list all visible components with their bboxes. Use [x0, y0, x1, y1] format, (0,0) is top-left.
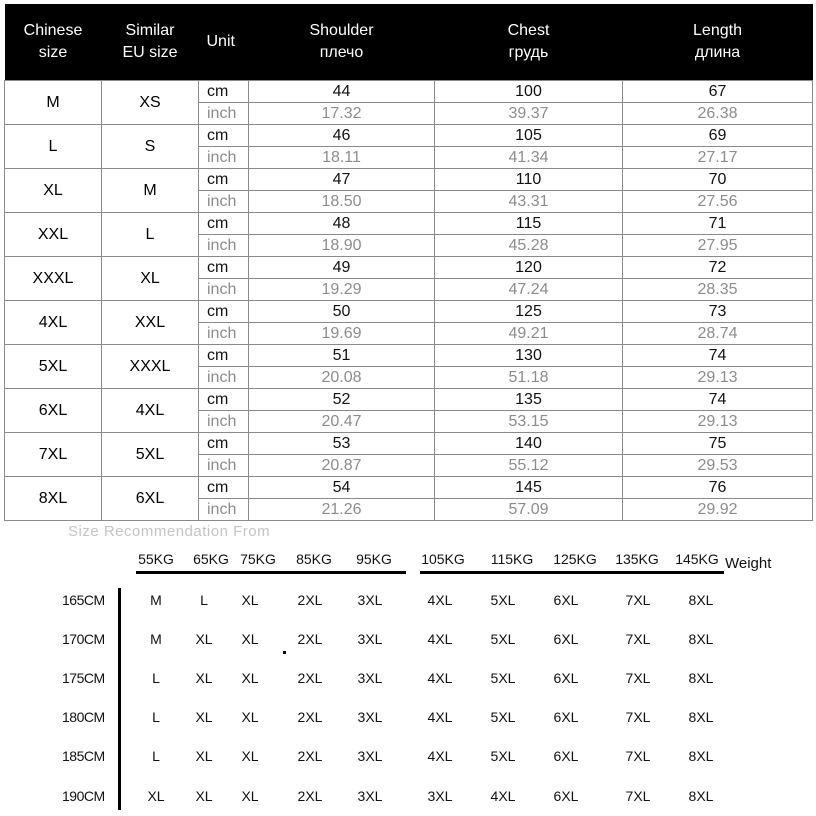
recommended-size: L — [200, 592, 208, 608]
recommended-size: 2XL — [297, 748, 323, 764]
length-inch-cell: 28.74 — [623, 323, 813, 345]
chest-cm-cell: 145 — [435, 477, 623, 499]
header-chinese-size: Chinese size — [5, 4, 102, 81]
chest-inch-cell: 49.21 — [435, 323, 623, 345]
shoulder-inch-cell: 20.47 — [249, 411, 435, 433]
weight-label: 145KG — [675, 551, 719, 567]
size-chart-header-row — [5, 4, 813, 81]
recommended-size: L — [152, 709, 160, 725]
chinese-size-cell: 4XL — [5, 301, 102, 345]
shoulder-inch-cell: 18.90 — [249, 235, 435, 257]
length-cm-cell: 69 — [623, 125, 813, 147]
recommended-size: 8XL — [688, 670, 714, 686]
recommended-size: XL — [195, 748, 213, 764]
unit-cm-cell: cm — [199, 125, 249, 147]
recommended-size: 5XL — [490, 709, 516, 725]
recommendation-row — [0, 788, 816, 808]
recommendation-row — [0, 670, 816, 690]
chest-inch-cell: 47.24 — [435, 279, 623, 301]
recommended-size: 2XL — [297, 631, 323, 647]
eu-size-cell: 5XL — [102, 433, 199, 477]
header-shoulder: Shoulder плечо — [249, 4, 435, 81]
unit-cm-cell: cm — [199, 477, 249, 499]
recommended-size: 7XL — [625, 788, 651, 804]
header-chest: Chest грудь — [435, 4, 623, 81]
shoulder-inch-cell: 19.29 — [249, 279, 435, 301]
size-chart-table — [4, 4, 813, 521]
chest-cm-cell: 110 — [435, 169, 623, 191]
recommended-size: 2XL — [297, 670, 323, 686]
weight-axis-label: Weight — [725, 555, 772, 572]
length-cm-cell: 71 — [623, 213, 813, 235]
recommended-size: XL — [241, 709, 259, 725]
chest-cm-cell: 140 — [435, 433, 623, 455]
size-row-cm — [5, 345, 813, 367]
recommended-size: 6XL — [553, 670, 579, 686]
eu-size-cell: XS — [102, 81, 199, 125]
shoulder-cm-cell: 49 — [249, 257, 435, 279]
unit-cm-cell: cm — [199, 301, 249, 323]
chest-cm-cell: 130 — [435, 345, 623, 367]
recommended-size: 2XL — [297, 788, 323, 804]
chest-inch-cell: 51.18 — [435, 367, 623, 389]
unit-inch-cell: inch — [199, 367, 249, 389]
recommended-size: 4XL — [427, 709, 453, 725]
recommended-size: 4XL — [427, 592, 453, 608]
length-cm-cell: 75 — [623, 433, 813, 455]
recommended-size: XL — [147, 788, 165, 804]
height-label: 190CM — [62, 788, 105, 804]
recommended-size: 8XL — [688, 748, 714, 764]
unit-cm-cell: cm — [199, 213, 249, 235]
chinese-size-cell: 8XL — [5, 477, 102, 521]
chinese-size-cell: 6XL — [5, 389, 102, 433]
recommended-size: XL — [241, 788, 259, 804]
recommended-size: 8XL — [688, 592, 714, 608]
chest-inch-cell: 41.34 — [435, 147, 623, 169]
recommended-size: 3XL — [357, 631, 383, 647]
recommended-size: 8XL — [688, 631, 714, 647]
height-axis-line — [118, 588, 121, 810]
length-inch-cell: 27.95 — [623, 235, 813, 257]
chinese-size-cell: XXXL — [5, 257, 102, 301]
shoulder-inch-cell: 19.69 — [249, 323, 435, 345]
recommended-size: 7XL — [625, 709, 651, 725]
chinese-size-cell: L — [5, 125, 102, 169]
length-cm-cell: 74 — [623, 389, 813, 411]
header-length: Length длина — [623, 4, 813, 81]
chest-cm-cell: 135 — [435, 389, 623, 411]
shoulder-cm-cell: 54 — [249, 477, 435, 499]
chinese-size-cell: 5XL — [5, 345, 102, 389]
shoulder-inch-cell: 20.08 — [249, 367, 435, 389]
recommended-size: 8XL — [688, 709, 714, 725]
recommended-size: 3XL — [357, 709, 383, 725]
shoulder-inch-cell: 17.32 — [249, 103, 435, 125]
recommended-size: 3XL — [357, 788, 383, 804]
unit-inch-cell: inch — [199, 191, 249, 213]
recommended-size: 5XL — [490, 631, 516, 647]
eu-size-cell: XXXL — [102, 345, 199, 389]
recommended-size: 6XL — [553, 631, 579, 647]
unit-cm-cell: cm — [199, 389, 249, 411]
weight-label: 135KG — [615, 551, 659, 567]
length-inch-cell: 27.56 — [623, 191, 813, 213]
length-cm-cell: 74 — [623, 345, 813, 367]
shoulder-cm-cell: 53 — [249, 433, 435, 455]
recommended-size: M — [150, 592, 162, 608]
recommended-size: XL — [241, 670, 259, 686]
eu-size-cell: 4XL — [102, 389, 199, 433]
recommended-size: XL — [241, 631, 259, 647]
recommended-size: XL — [195, 788, 213, 804]
chinese-size-cell: M — [5, 81, 102, 125]
recommendation-title: Size Recommendation From — [68, 523, 271, 540]
stray-dot — [283, 651, 286, 654]
shoulder-cm-cell: 48 — [249, 213, 435, 235]
unit-cm-cell: cm — [199, 433, 249, 455]
length-inch-cell: 29.13 — [623, 411, 813, 433]
weight-label: 75KG — [240, 551, 276, 567]
recommended-size: L — [152, 670, 160, 686]
length-cm-cell: 76 — [623, 477, 813, 499]
eu-size-cell: L — [102, 213, 199, 257]
chest-cm-cell: 125 — [435, 301, 623, 323]
length-inch-cell: 28.35 — [623, 279, 813, 301]
length-cm-cell: 70 — [623, 169, 813, 191]
shoulder-inch-cell: 20.87 — [249, 455, 435, 477]
unit-cm-cell: cm — [199, 257, 249, 279]
header-eu-size: Similar EU size — [102, 4, 199, 81]
unit-inch-cell: inch — [199, 455, 249, 477]
weight-label: 55KG — [138, 551, 174, 567]
weight-label: 105KG — [421, 551, 465, 567]
length-cm-cell: 73 — [623, 301, 813, 323]
size-chart-body — [5, 81, 813, 521]
recommended-size: 5XL — [490, 670, 516, 686]
recommended-size: M — [150, 631, 162, 647]
size-row-cm — [5, 125, 813, 147]
recommendation-row — [0, 631, 816, 651]
unit-cm-cell: cm — [199, 81, 249, 103]
recommendation-row — [0, 748, 816, 768]
recommended-size: 4XL — [427, 670, 453, 686]
length-inch-cell: 26.38 — [623, 103, 813, 125]
height-label: 185CM — [62, 748, 105, 764]
size-row-cm — [5, 81, 813, 103]
recommended-size: 6XL — [553, 748, 579, 764]
unit-inch-cell: inch — [199, 147, 249, 169]
recommended-size: 3XL — [357, 592, 383, 608]
recommended-size: XL — [195, 670, 213, 686]
recommended-size: 7XL — [625, 670, 651, 686]
weight-axis-line-left — [136, 571, 406, 574]
weight-axis-line-right — [420, 571, 724, 574]
shoulder-cm-cell: 51 — [249, 345, 435, 367]
chest-cm-cell: 105 — [435, 125, 623, 147]
recommended-size: 4XL — [490, 788, 516, 804]
shoulder-cm-cell: 52 — [249, 389, 435, 411]
unit-inch-cell: inch — [199, 499, 249, 521]
chinese-size-cell: 7XL — [5, 433, 102, 477]
height-label: 180CM — [62, 709, 105, 725]
weight-label: 95KG — [356, 551, 392, 567]
recommended-size: XL — [195, 709, 213, 725]
chest-inch-cell: 43.31 — [435, 191, 623, 213]
eu-size-cell: XL — [102, 257, 199, 301]
recommended-size: 2XL — [297, 709, 323, 725]
recommended-size: 4XL — [427, 748, 453, 764]
length-inch-cell: 29.53 — [623, 455, 813, 477]
recommended-size: 8XL — [688, 788, 714, 804]
size-row-cm — [5, 169, 813, 191]
recommended-size: XL — [241, 592, 259, 608]
size-row-cm — [5, 301, 813, 323]
unit-cm-cell: cm — [199, 169, 249, 191]
shoulder-cm-cell: 44 — [249, 81, 435, 103]
length-inch-cell: 29.13 — [623, 367, 813, 389]
size-row-cm — [5, 389, 813, 411]
recommended-size: 7XL — [625, 592, 651, 608]
eu-size-cell: XXL — [102, 301, 199, 345]
eu-size-cell: S — [102, 125, 199, 169]
weight-label: 85KG — [296, 551, 332, 567]
height-label: 165CM — [62, 592, 105, 608]
chest-inch-cell: 39.37 — [435, 103, 623, 125]
recommended-size: 4XL — [427, 631, 453, 647]
chinese-size-cell: XL — [5, 169, 102, 213]
recommendation-row — [0, 592, 816, 612]
length-cm-cell: 67 — [623, 81, 813, 103]
length-inch-cell: 27.17 — [623, 147, 813, 169]
recommendation-row — [0, 709, 816, 729]
unit-inch-cell: inch — [199, 279, 249, 301]
recommended-size: 3XL — [357, 748, 383, 764]
weight-label: 115KG — [490, 551, 534, 567]
recommended-size: 3XL — [357, 670, 383, 686]
size-row-cm — [5, 477, 813, 499]
size-row-cm — [5, 257, 813, 279]
shoulder-inch-cell: 18.50 — [249, 191, 435, 213]
eu-size-cell: 6XL — [102, 477, 199, 521]
unit-cm-cell: cm — [199, 345, 249, 367]
recommended-size: 7XL — [625, 748, 651, 764]
chest-inch-cell: 57.09 — [435, 499, 623, 521]
shoulder-cm-cell: 50 — [249, 301, 435, 323]
unit-inch-cell: inch — [199, 411, 249, 433]
size-row-cm — [5, 213, 813, 235]
chest-cm-cell: 100 — [435, 81, 623, 103]
height-label: 175CM — [62, 670, 105, 686]
chest-cm-cell: 115 — [435, 213, 623, 235]
chest-cm-cell: 120 — [435, 257, 623, 279]
recommended-size: 2XL — [297, 592, 323, 608]
recommended-size: 3XL — [427, 788, 453, 804]
recommended-size: 5XL — [490, 748, 516, 764]
recommended-size: 6XL — [553, 788, 579, 804]
weight-label: 65KG — [193, 551, 229, 567]
size-row-cm — [5, 433, 813, 455]
weight-label: 125KG — [553, 551, 597, 567]
recommended-size: 6XL — [553, 709, 579, 725]
height-label: 170CM — [62, 631, 105, 647]
shoulder-inch-cell: 18.11 — [249, 147, 435, 169]
recommended-size: 5XL — [490, 592, 516, 608]
chest-inch-cell: 55.12 — [435, 455, 623, 477]
chinese-size-cell: XXL — [5, 213, 102, 257]
unit-inch-cell: inch — [199, 235, 249, 257]
unit-inch-cell: inch — [199, 323, 249, 345]
unit-inch-cell: inch — [199, 103, 249, 125]
chest-inch-cell: 53.15 — [435, 411, 623, 433]
length-cm-cell: 72 — [623, 257, 813, 279]
recommended-size: L — [152, 748, 160, 764]
recommended-size: 7XL — [625, 631, 651, 647]
recommended-size: 6XL — [553, 592, 579, 608]
shoulder-inch-cell: 21.26 — [249, 499, 435, 521]
recommended-size: XL — [241, 748, 259, 764]
shoulder-cm-cell: 47 — [249, 169, 435, 191]
eu-size-cell: M — [102, 169, 199, 213]
length-inch-cell: 29.92 — [623, 499, 813, 521]
recommended-size: XL — [195, 631, 213, 647]
chest-inch-cell: 45.28 — [435, 235, 623, 257]
header-unit: Unit — [199, 4, 249, 81]
shoulder-cm-cell: 46 — [249, 125, 435, 147]
